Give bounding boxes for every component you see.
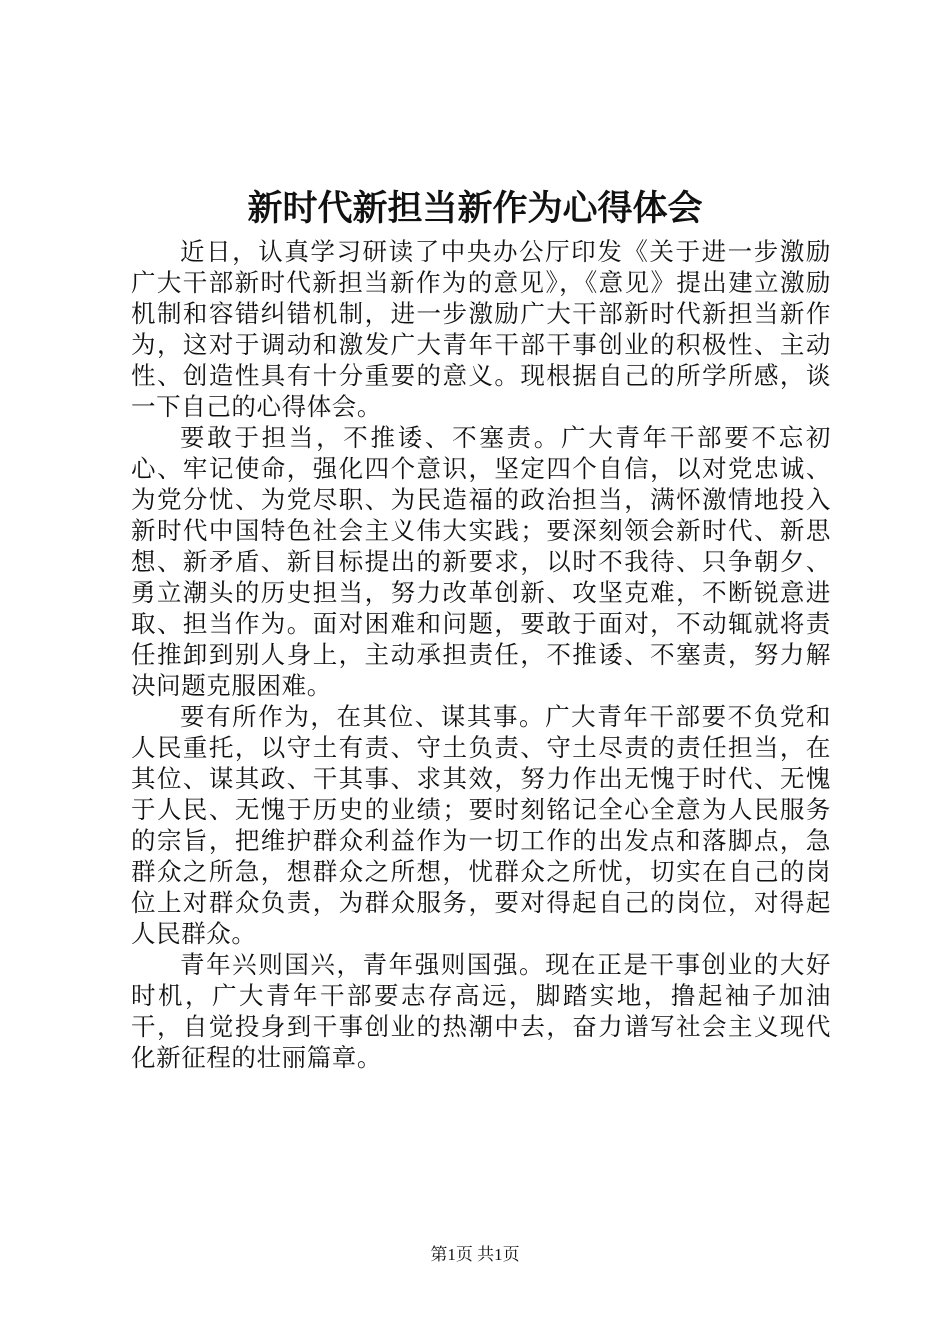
paragraph-accomplish-something: 要有所作为，在其位、谋其事。广大青年干部要不负党和人民重托，以守土有责、守土负责、守土尽责的责任担当，在其位、谋其政、干其事、求其效，努力作出无愧于时代、无愧于人民、无愧于历史的业绩；要时刻铭记全心全意为人民服务的宗旨，把维护群众利益作为一切工作的出发点和落脚点，急群众之所急，想群众之所想，忧群众之所忧，切实在自己的岗位上对群众负责，为群众服务，要对得起自己的岗位，对得起人民群众。 (131, 702, 831, 948)
paragraph-intro: 近日，认真学习研读了中央办公厅印发《关于进一步激励广大干部新时代新担当新作为的意见》，《意见》提出建立激励机制和容错纠错机制，进一步激励广大干部新时代新担当新作为，这对于调动和激发广大青年干部干事创业的积极性、主动性、创造性具有十分重要的意义。现根据自己的所学所感，谈一下自己的心得体会。 (131, 237, 831, 421)
document-title: 新时代新担当新作为心得体会 (247, 188, 703, 229)
paragraph-dare-to-take-responsibility: 要敢于担当，不推诿、不塞责。广大青年干部要不忘初心、牢记使命，强化四个意识，坚定四个自信，以对党忠诚、为党分忧、为党尽职、为民造福的政治担当，满怀激情地投入新时代中国特色社会主义伟大实践；要深刻领会新时代、新思想、新矛盾、新目标提出的新要求，以时不我待、只争朝夕、勇立潮头的历史担当，努力改革创新、攻坚克难，不断锐意进取、担当作为。面对困难和问题，要敢于面对，不动辄就将责任推卸到别人身上，主动承担责任，不推诿、不塞责，努力解决问题克服困难。 (131, 423, 831, 700)
document-body (131, 236, 831, 1073)
page-number-footer: 第1页 共1页 (430, 1245, 520, 1264)
paragraph-conclusion: 青年兴则国兴，青年强则国强。现在正是干事创业的大好时机，广大青年干部要志存高远，脚踏实地，撸起袖子加油干，自觉投身到干事创业的热潮中去，奋力谱写社会主义现代化新征程的壮丽篇章。 (131, 950, 831, 1072)
